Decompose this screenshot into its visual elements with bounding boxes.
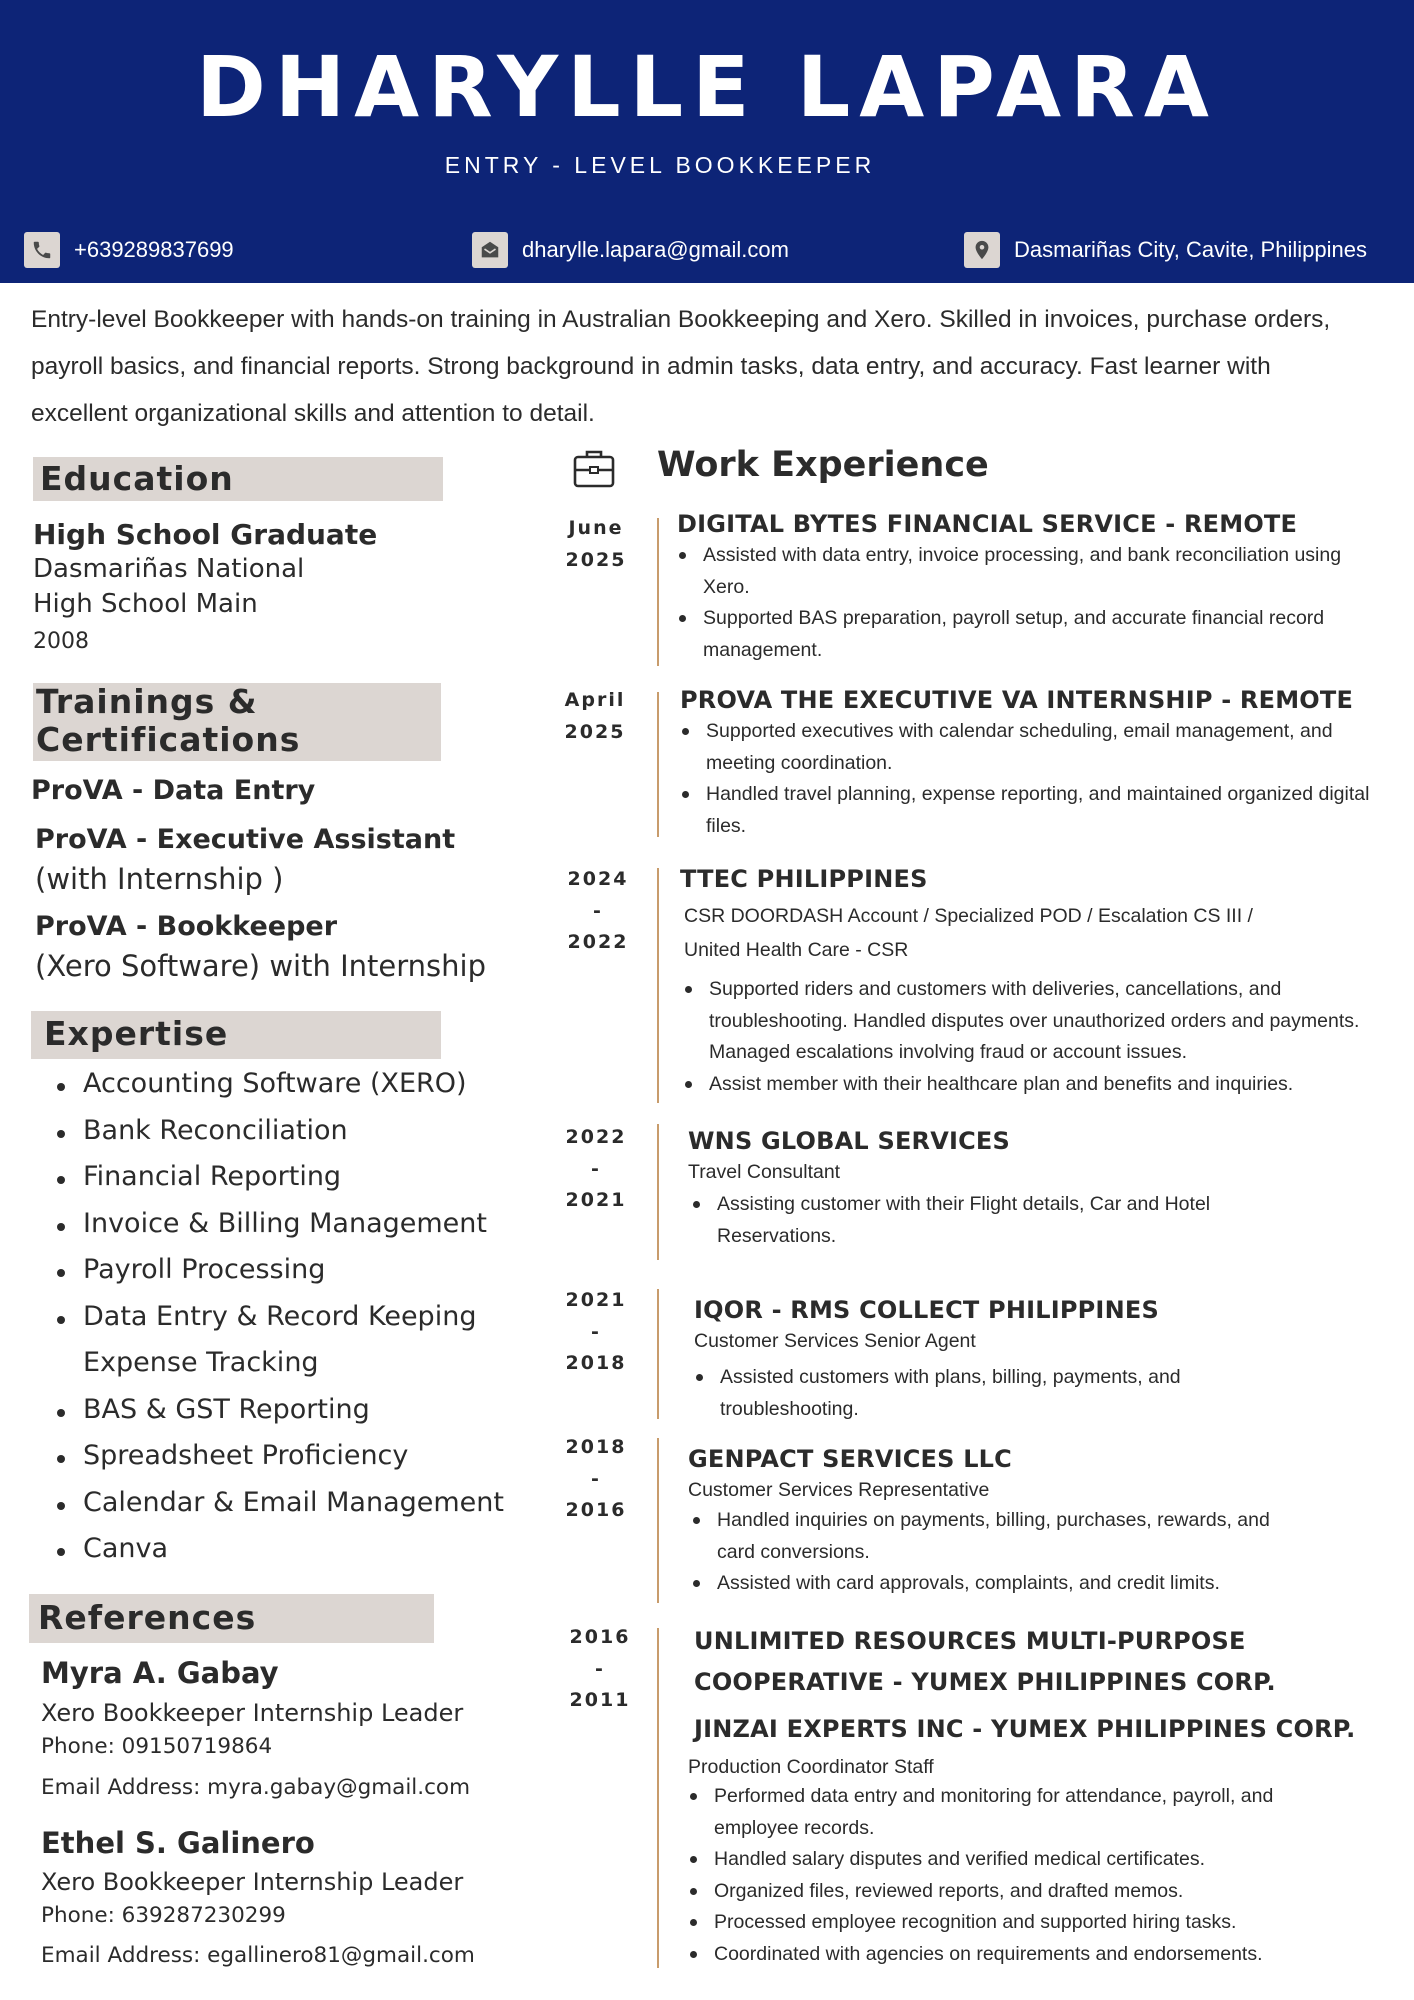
job-title-line: COOPERATIVE - YUMEX PHILIPPINES CORP.: [694, 1668, 1276, 1696]
trainings-heading-line2: Certifications: [36, 720, 301, 759]
education-year: 2008: [33, 629, 89, 654]
education-degree: High School Graduate: [33, 518, 378, 551]
job-title: ENTRY - LEVEL BOOKKEEPER: [444, 152, 876, 178]
job-entry: [688, 1127, 1328, 1252]
date-start: June: [568, 517, 624, 539]
expertise-list: [50, 1068, 504, 1580]
reference-email: Email Address: myra.gabay@gmail.com: [41, 1775, 471, 1800]
job-title-line: UNLIMITED RESOURCES MULTI-PURPOSE: [694, 1627, 1246, 1655]
certification-item: ProVA - Executive Assistant: [35, 824, 456, 855]
job-date: [550, 685, 640, 748]
briefcase-icon: [572, 446, 616, 490]
date-separator: -: [591, 1320, 601, 1343]
expertise-item: Data Entry & Record Keeping: [50, 1301, 504, 1348]
expertise-item: Expense Tracking: [83, 1347, 319, 1378]
location-pin-icon: [964, 232, 1000, 268]
job-bullet: Handled salary disputes and verified medical certificates.: [688, 1844, 1358, 1876]
job-bullet: Assisted with data entry, invoice processing, and bank reconciliation using Xero.: [677, 540, 1377, 603]
job-entry: [694, 1296, 1314, 1425]
job-entry: [680, 865, 1370, 1100]
job-subtitle: Production Coordinator Staff: [688, 1756, 934, 1778]
job-bullet: Supported executives with calendar scheduling, email management, and meeting coordination.: [680, 716, 1380, 779]
contact-location: [964, 230, 1367, 270]
expertise-item: Calendar & Email Management: [50, 1487, 504, 1534]
job-entry-details: [688, 1750, 1358, 1970]
job-bullet: Handled travel planning, expense reporting, and maintained organized digital files.: [680, 779, 1380, 842]
job-title: TTEC PHILIPPINES: [680, 865, 928, 893]
expertise-item: Financial Reporting: [50, 1161, 504, 1208]
job-bullet: Supported BAS preparation, payroll setup, and accurate financial record management.: [677, 603, 1377, 666]
date-start: 2016: [569, 1626, 631, 1648]
job-date: [551, 1432, 641, 1527]
expertise-item: Canva: [50, 1533, 504, 1580]
job-title-line: JINZAI EXPERTS INC - YUMEX PHILIPPINES CORP.: [694, 1715, 1356, 1743]
date-separator: -: [595, 1657, 605, 1680]
expertise-item: Payroll Processing: [50, 1254, 504, 1301]
job-title: PROVA THE EXECUTIVE VA INTERNSHIP - REMOTE: [680, 686, 1354, 714]
job-bullet: Assisted customers with plans, billing, payments, and troubleshooting.: [694, 1362, 1254, 1425]
job-entry: [688, 1445, 1328, 1600]
education-school-line1: Dasmariñas National: [33, 554, 305, 584]
job-title: GENPACT SERVICES LLC: [688, 1445, 1012, 1473]
date-separator: -: [591, 1467, 601, 1490]
profile-summary: Entry-level Bookkeeper with hands-on training in Australian Bookkeeping and Xero. Skilled in invoices, purchase orders, payroll basics, and financial reports. Strong background in admin tasks, data entry, and accuracy. Fast learner with excellent organizational skills and attention to detail.: [31, 306, 1331, 427]
education-heading: Education: [33, 457, 443, 501]
timeline-line: [657, 1628, 659, 1968]
job-bullet: Assisted with card approvals, complaints, and credit limits.: [691, 1568, 1288, 1600]
email-text[interactable]: dharylle.lapara@gmail.com: [522, 237, 789, 262]
timeline-line: [657, 1124, 659, 1260]
job-title: WNS GLOBAL SERVICES: [688, 1127, 1011, 1155]
expertise-item: Spreadsheet Proficiency: [50, 1440, 504, 1487]
reference-email: Email Address: egallinero81@gmail.com: [41, 1943, 475, 1968]
job-bullet: Assisting customer with their Flight details, Car and Hotel Reservations.: [691, 1189, 1248, 1252]
job-date: [551, 1122, 641, 1217]
job-entry: [677, 510, 1377, 666]
certification-detail: (with Internship ): [35, 862, 284, 896]
job-date: [551, 513, 641, 576]
reference-role: Xero Bookkeeper Internship Leader: [41, 1699, 464, 1727]
expertise-item: Bank Reconciliation: [50, 1115, 504, 1162]
trainings-heading-line1: Trainings &: [36, 682, 258, 721]
phone-icon: [24, 232, 60, 268]
reference-role: Xero Bookkeeper Internship Leader: [41, 1868, 464, 1896]
date-end: 2025: [565, 548, 627, 571]
job-title: IQOR - RMS COLLECT PHILIPPINES: [694, 1296, 1159, 1324]
job-subtitle: CSR DOORDASH Account / Specialized POD / Escalation CS III / United Health Care - CSR: [684, 905, 1253, 961]
date-end: 2011: [569, 1689, 631, 1711]
date-separator: -: [591, 1157, 601, 1180]
candidate-name: DHARYLLE LAPARA: [196, 38, 1218, 136]
mail-icon: [472, 232, 508, 268]
date-start: 2018: [565, 1436, 627, 1458]
job-subtitle: Customer Services Senior Agent: [694, 1330, 976, 1352]
expertise-item: BAS & GST Reporting: [50, 1394, 504, 1441]
timeline-line: [657, 692, 659, 837]
expertise-item: Accounting Software (XERO): [50, 1068, 504, 1115]
job-bullet: Assist member with their healthcare plan and benefits and inquiries.: [683, 1069, 1370, 1101]
job-bullet: Performed data entry and monitoring for attendance, payroll, and employee records.: [688, 1781, 1358, 1844]
job-entry: [694, 1621, 1374, 1750]
date-start: April: [564, 689, 626, 711]
location-text: Dasmariñas City, Cavite, Philippines: [1014, 237, 1367, 262]
date-end: 2022: [567, 931, 629, 953]
contact-email: [472, 230, 789, 270]
job-title: DIGITAL BYTES FINANCIAL SERVICE - REMOTE: [677, 510, 1298, 538]
date-end: 2025: [564, 720, 626, 743]
job-bullet: Handled inquiries on payments, billing, purchases, rewards, and card conversions.: [691, 1505, 1288, 1568]
job-date: [555, 1622, 645, 1717]
expertise-item: Invoice & Billing Management: [50, 1208, 504, 1255]
job-entry: [680, 686, 1380, 842]
timeline-line: [657, 1438, 659, 1603]
date-end: 2016: [565, 1499, 627, 1521]
education-school-line2: High School Main: [33, 589, 258, 619]
timeline-line: [657, 1289, 659, 1419]
trainings-heading: [33, 683, 441, 761]
date-end: 2018: [565, 1352, 627, 1374]
job-bullet: Coordinated with agencies on requirements and endorsements.: [688, 1939, 1358, 1971]
job-subtitle: Customer Services Representative: [688, 1479, 990, 1501]
job-bullet: Supported riders and customers with deliveries, cancellations, and troubleshooting. Handled disputes over unauthorized orders and payments. Managed escalations involving fraud or account issues.: [683, 974, 1370, 1069]
certification-item: ProVA - Bookkeeper: [35, 911, 338, 942]
job-bullet: Organized files, reviewed reports, and drafted memos.: [688, 1876, 1358, 1908]
timeline-line: [657, 518, 659, 666]
contact-phone: [24, 230, 234, 270]
reference-name: Ethel S. Galinero: [41, 1826, 315, 1860]
reference-phone: Phone: 639287230299: [41, 1903, 286, 1928]
date-start: 2021: [565, 1289, 627, 1311]
date-start: 2024: [567, 868, 629, 890]
reference-name: Myra A. Gabay: [41, 1656, 279, 1690]
job-subtitle: Travel Consultant: [688, 1161, 841, 1183]
header-banner: [0, 0, 1414, 283]
references-heading: References: [29, 1594, 434, 1643]
date-start: 2022: [565, 1126, 627, 1148]
job-date: [553, 864, 643, 959]
expertise-heading: Expertise: [31, 1011, 441, 1059]
phone-text[interactable]: +639289837699: [74, 237, 234, 262]
work-experience-heading: Work Experience: [657, 445, 989, 485]
certification-detail: (Xero Software) with Internship: [35, 949, 486, 983]
reference-phone: Phone: 09150719864: [41, 1734, 273, 1759]
timeline-line: [657, 868, 659, 1103]
job-date: [551, 1285, 641, 1380]
date-separator: -: [593, 899, 603, 922]
certification-item: ProVA - Data Entry: [31, 775, 316, 806]
job-bullet: Processed employee recognition and supported hiring tasks.: [688, 1907, 1358, 1939]
date-end: 2021: [565, 1189, 627, 1211]
